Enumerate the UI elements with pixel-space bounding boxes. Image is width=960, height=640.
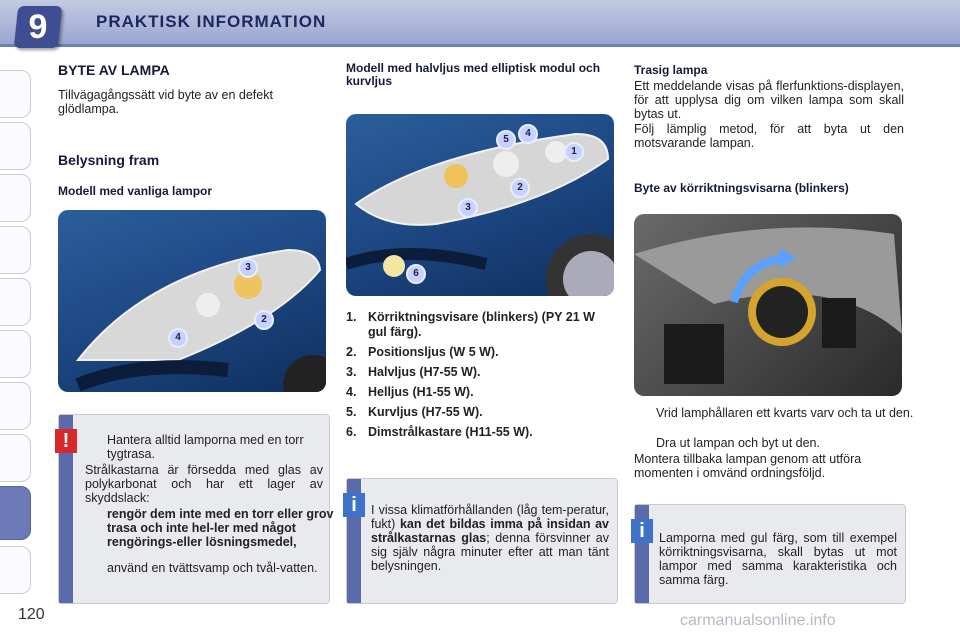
indicator-photo	[634, 214, 902, 396]
chapter-tab[interactable]	[0, 382, 31, 430]
warning-item-3: använd en tvättsvamp och tvål-vatten.	[107, 561, 318, 575]
chapter-tab[interactable]	[0, 278, 31, 326]
callout-1: 1	[564, 142, 584, 162]
list-item: 4. Helljus (H1-55 W).	[346, 385, 474, 399]
warning-item-1: Hantera alltid lamporna med en torr tygtrasa.	[107, 433, 304, 461]
headlight-photo-elliptic	[346, 114, 614, 296]
page-title: PRAKTISK INFORMATION	[96, 12, 327, 31]
broken-lamp-heading: Trasig lampa	[634, 63, 708, 77]
headlight-photo-standard	[58, 210, 326, 392]
header-divider	[0, 44, 960, 47]
callout-6: 6	[406, 264, 426, 284]
headlight-illustration	[58, 210, 326, 392]
warning-item-2: rengör dem inte med en torr eller grov trasa och inte hel-ler med något rengörings-eller lösningsmedel,	[107, 507, 334, 549]
chapter-tab[interactable]	[0, 122, 31, 170]
callout-3: 3	[238, 258, 258, 278]
callout-3: 3	[458, 198, 478, 218]
callout-5: 5	[496, 130, 516, 150]
warning-text: Strålkastarna är försedda med glas av polykarbonat och har ett lager av skyddslack:	[85, 463, 323, 505]
broken-lamp-instructions: Följ lämplig metod, för att byta ut den motsvarande lampan.	[634, 122, 904, 150]
info-text: I vissa klimatförhållanden (låg tem-peratur, fukt) kan det bildas imma på insidan av strålkastarnas glas; denna försvinner av sig själv några minuter efter att man tänt belysningen.	[371, 503, 609, 573]
callout-2: 2	[254, 310, 274, 330]
warning-icon: !	[55, 429, 77, 453]
chapter-tab[interactable]	[0, 546, 31, 594]
model-heading-elliptic: Modell med halvljus med elliptisk modul och kurvljus	[346, 61, 601, 88]
chapter-tab[interactable]	[0, 226, 31, 274]
info-icon: i	[343, 493, 365, 517]
closing-text: Montera tillbaka lampan genom att utföra momenten i omvänd ordningsföljd.	[634, 452, 862, 480]
step-1: Vrid lamphållaren ett kvarts varv och ta ut den.	[656, 406, 914, 420]
broken-lamp-text: Ett meddelande visas på flerfunktions-displayen, för att upplysa dig om vilken lampa som skall bytas ut.	[634, 79, 904, 121]
intro-text: Tillvägagångssätt vid byte av en defekt glödlampa.	[58, 88, 273, 116]
list-item: 3. Halvljus (H7-55 W).	[346, 365, 481, 379]
section-title: BYTE AV LAMPA	[58, 62, 170, 78]
watermark: carmanualsonline.info	[680, 612, 836, 629]
info-text: Lamporna med gul färg, som till exempel körriktningsvisarna, skall bytas ut mot lampor med samma karakteristika och samma färg.	[659, 531, 897, 587]
chapter-tab[interactable]	[0, 330, 31, 378]
list-item: 5. Kurvljus (H7-55 W).	[346, 405, 483, 419]
model-heading: Modell med vanliga lampor	[58, 184, 213, 198]
info-box-yellow-bulbs	[634, 504, 906, 604]
chapter-tab[interactable]	[0, 174, 31, 222]
info-icon: i	[631, 519, 653, 543]
indicator-illustration	[634, 214, 902, 396]
subsection-title: Belysning fram	[58, 152, 160, 168]
chapter-badge	[14, 6, 62, 48]
callout-2: 2	[510, 178, 530, 198]
list-item: 1. Körriktningsvisare (blinkers) (PY 21 W gul färg).	[346, 310, 595, 339]
chapter-tab[interactable]	[0, 70, 31, 118]
page-number: 120	[18, 606, 45, 623]
indicator-heading: Byte av körriktningsvisarna (blinkers)	[634, 181, 849, 195]
chapter-tab-active[interactable]	[0, 486, 31, 540]
chapter-tab[interactable]	[0, 434, 31, 482]
step-2: Dra ut lampan och byt ut den.	[656, 436, 820, 450]
list-item: 2. Positionsljus (W 5 W).	[346, 345, 499, 359]
callout-4: 4	[518, 124, 538, 144]
list-item: 6. Dimstrålkastare (H11-55 W).	[346, 425, 533, 439]
bulb-list	[346, 310, 616, 445]
warning-box	[58, 414, 334, 604]
info-box-condensation	[346, 478, 618, 604]
chapter-number: 9	[28, 8, 48, 46]
callout-4: 4	[168, 328, 188, 348]
